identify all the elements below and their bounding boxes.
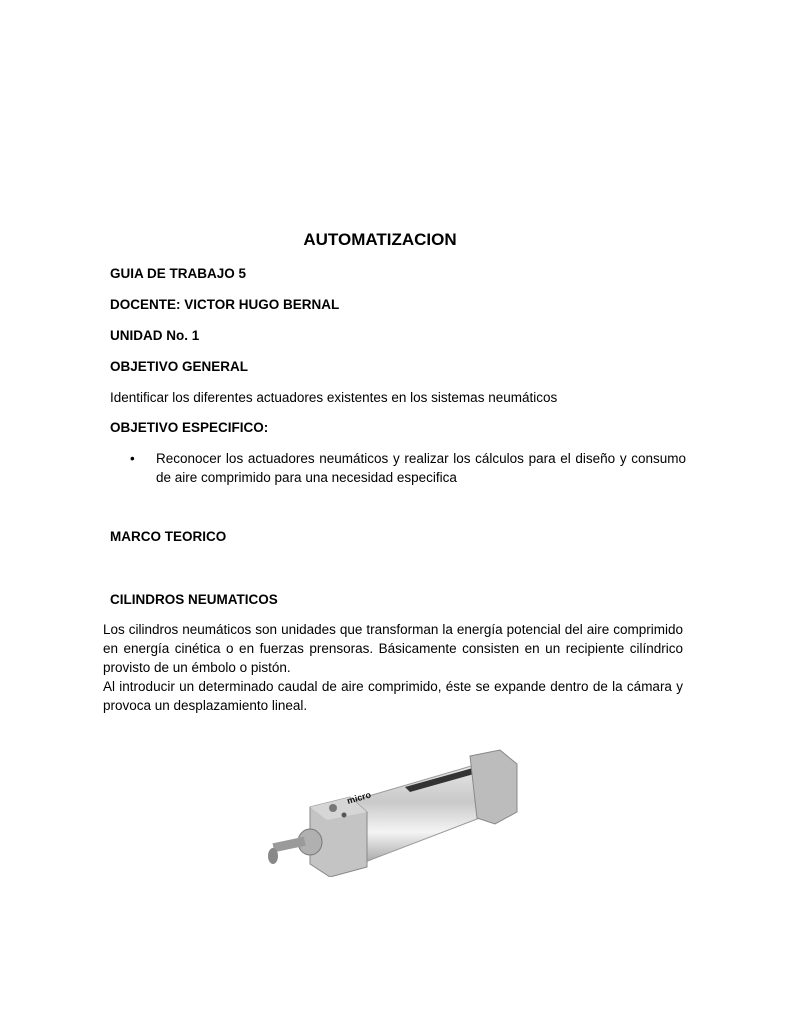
objetivo-general-text: Identificar los diferentes actuadores existentes en los sistemas neumáticos bbox=[110, 390, 558, 405]
document-title: AUTOMATIZACION bbox=[303, 230, 457, 249]
objetivo-especifico-heading: OBJETIVO ESPECIFICO: bbox=[110, 420, 269, 435]
marco-teorico-heading: MARCO TEORICO bbox=[110, 529, 227, 544]
bullet-icon: • bbox=[130, 451, 135, 466]
unidad-heading: UNIDAD No. 1 bbox=[110, 328, 200, 343]
guia-heading: GUIA DE TRABAJO 5 bbox=[110, 266, 247, 281]
cilindros-paragraph-2: Al introducir un determinado caudal de aire comprimido, éste se expande dentro de la cámara y provoca un desplazamiento lineal. bbox=[103, 679, 683, 713]
bullet-text: Reconocer los actuadores neumáticos y realizar los cálculos para el diseño y consumo de aire comprimido para una necesidad especifica bbox=[156, 451, 686, 485]
docente-heading: DOCENTE: VICTOR HUGO BERNAL bbox=[110, 297, 340, 312]
micro-logo: micro bbox=[345, 789, 373, 806]
bullet-item bbox=[130, 449, 685, 489]
pneumatic-cylinder-image bbox=[255, 742, 525, 882]
cilindros-paragraph-1: Los cilindros neumáticos son unidades que transforman la energía potencial del aire comprimido en energía cinética o en fuerzas prensoras. Básicamente consisten en un recipiente cilíndrico provisto de un émbolo o pistón. bbox=[103, 622, 683, 675]
cilindros-heading: CILINDROS NEUMATICOS bbox=[110, 592, 278, 607]
objetivo-general-heading: OBJETIVO GENERAL bbox=[110, 359, 249, 374]
